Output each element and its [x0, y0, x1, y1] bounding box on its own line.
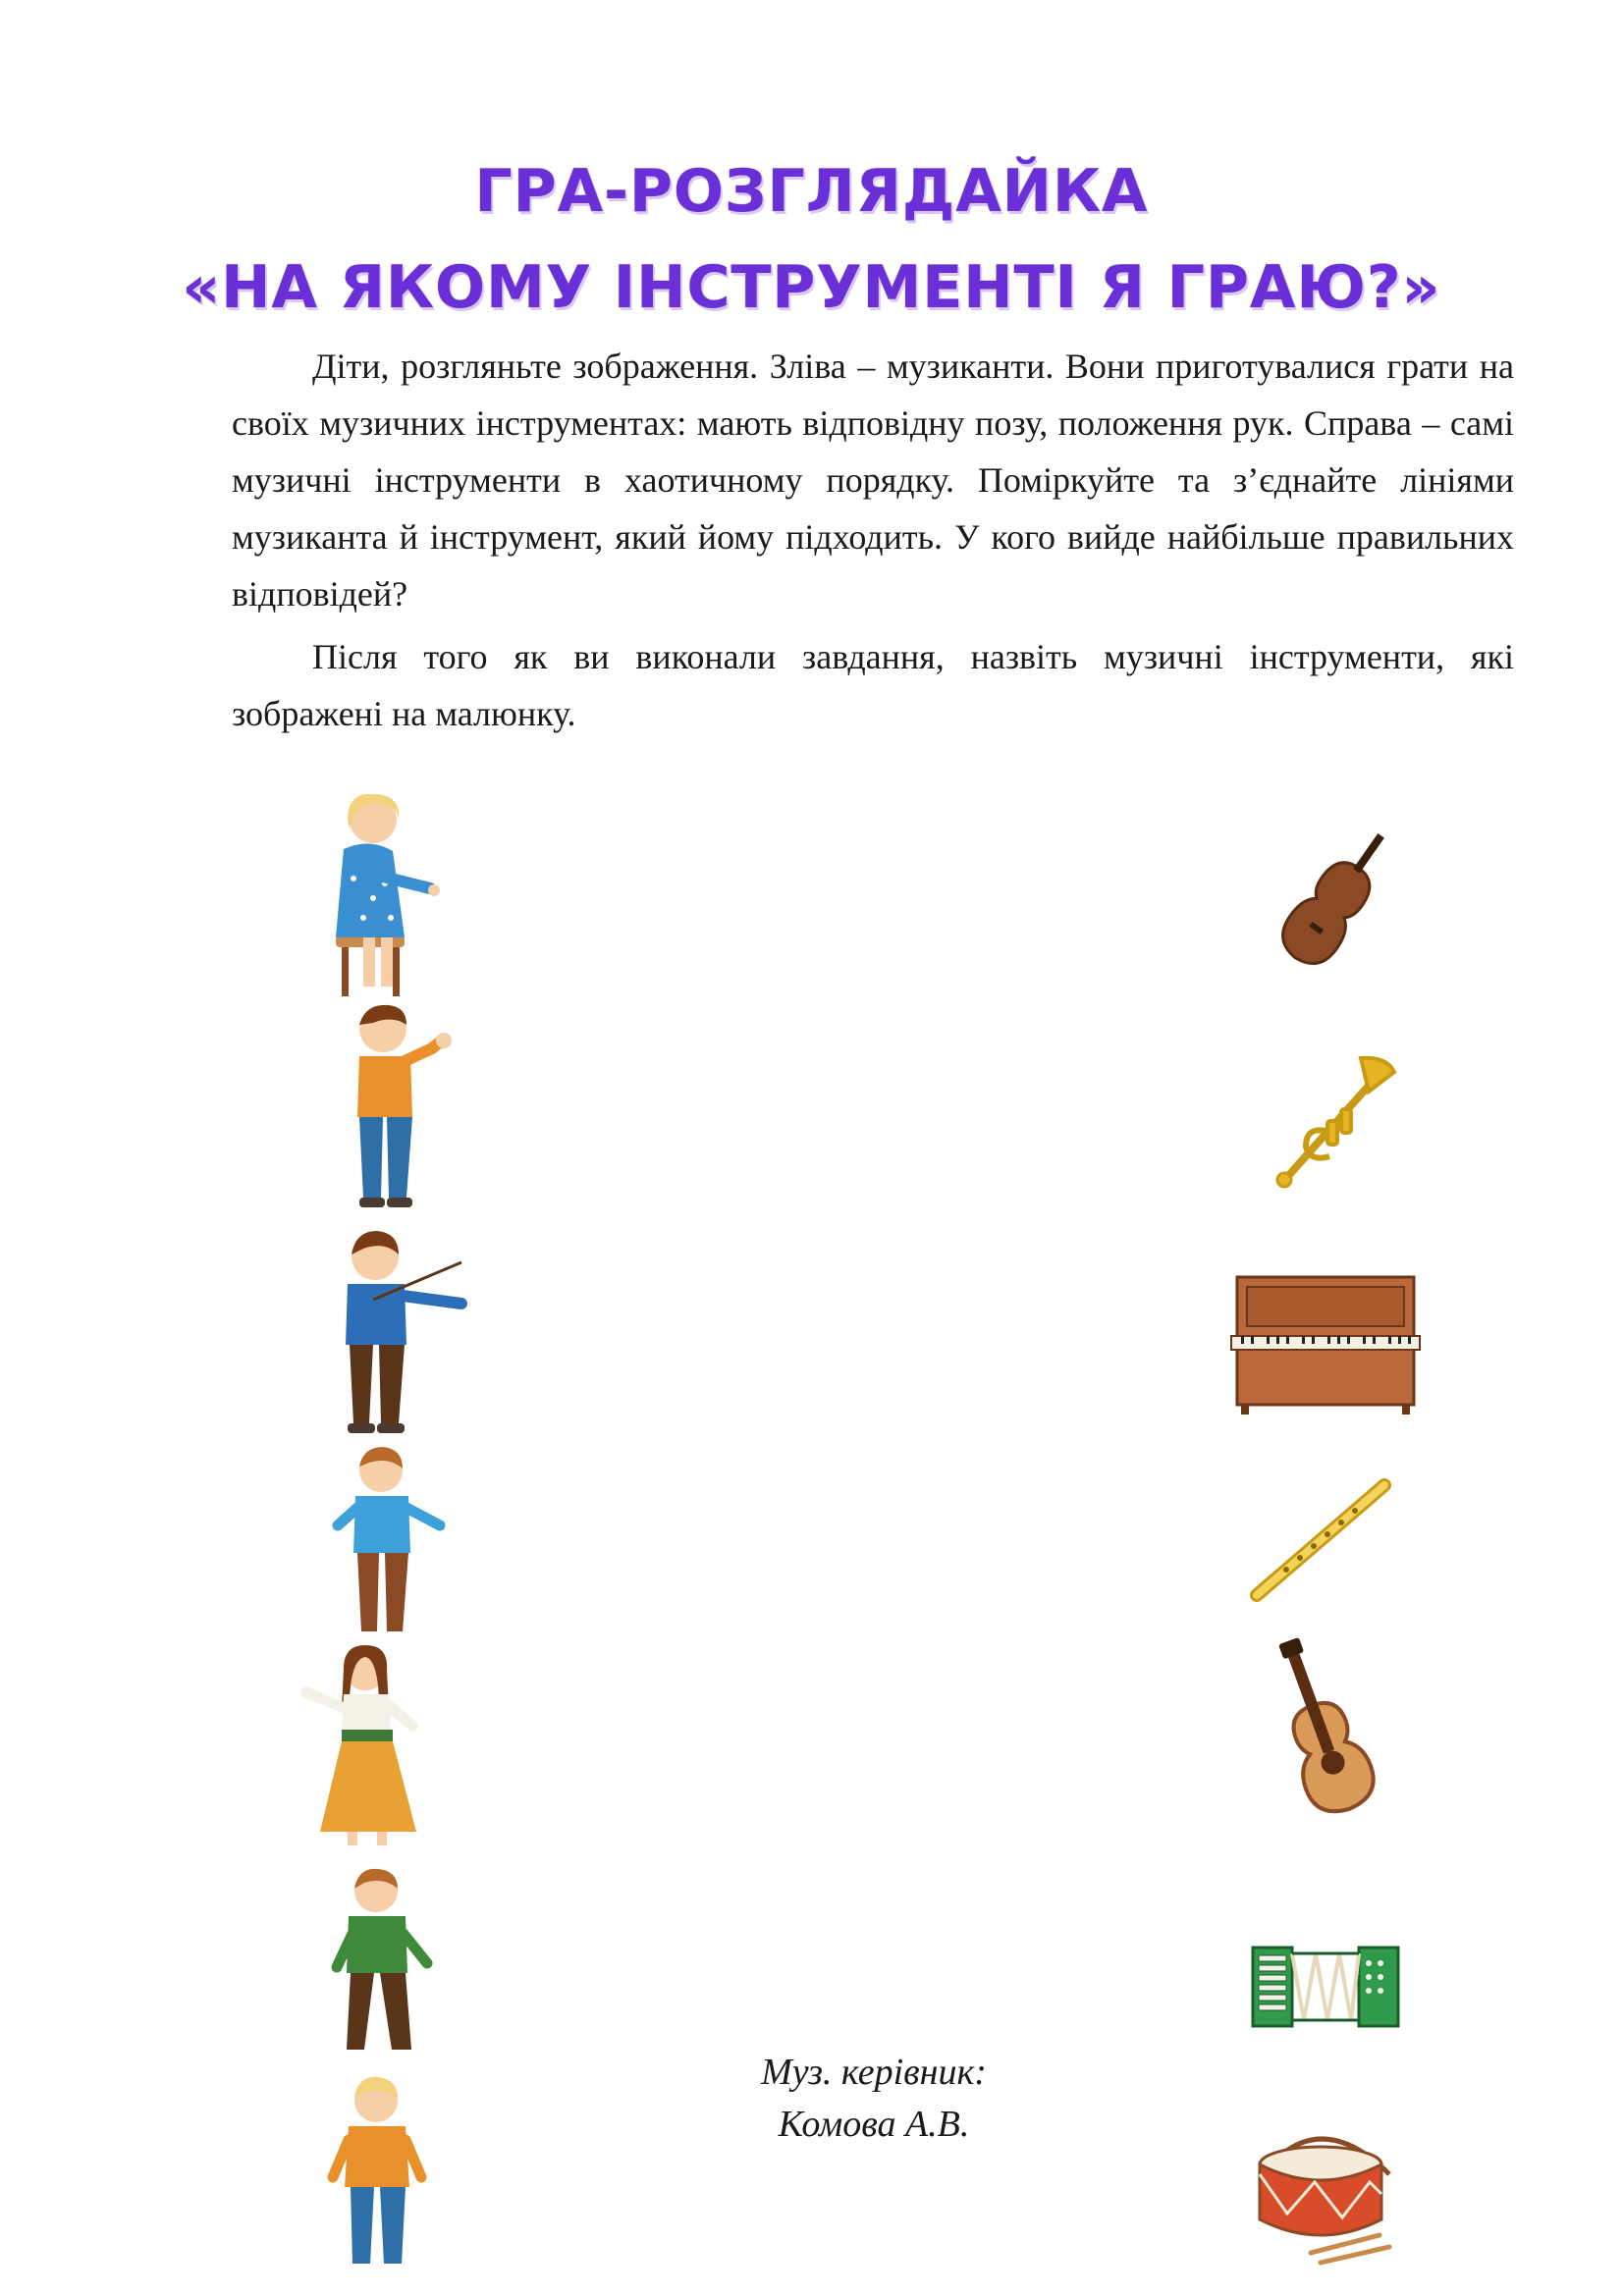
title-line-2: «НА ЯКОМУ ІНСТРУМЕНТІ Я ГРАЮ?» [182, 253, 1441, 322]
pianist-girl-icon[interactable] [314, 790, 452, 1001]
violinist-boy-icon[interactable] [314, 1227, 491, 1438]
signature-name: Комова А.В. [778, 2104, 970, 2145]
instructions-paragraph: Діти, розгляньте зображення. Зліва – музиканти. Вони приготувалися грати на своїх музичних інструментах: мають відповідну позу, положення рук. Справа – самі музичні інструменти в хаотичному порядку. Поміркуйте та з’єднайте лініями музиканта й інструмент, який йому підходить. У кого вийде найбільше правильних відповідей? [232, 347, 1514, 614]
title-line-1: ГРА-РОЗГЛЯДАЙКА [474, 157, 1149, 226]
flutist-boy-icon[interactable] [324, 1443, 461, 1639]
violin-icon[interactable] [1267, 820, 1394, 991]
guitarist-girl-icon[interactable] [295, 1639, 452, 1850]
guitar-icon[interactable] [1252, 1634, 1399, 1821]
task-paragraph: Після того як ви виконали завдання, назвіть музичні інструменти, які зображені на малюнку. [232, 637, 1514, 733]
trumpet-icon[interactable] [1267, 1048, 1404, 1196]
drum-icon[interactable] [1242, 2125, 1409, 2272]
accordionist-boy-icon[interactable] [319, 1865, 457, 2061]
signature-role: Муз. керівник: [761, 2052, 987, 2093]
accordion-icon[interactable] [1247, 1934, 1404, 2042]
drummer-boy-icon[interactable] [319, 2071, 457, 2268]
piano-icon[interactable] [1227, 1271, 1424, 1418]
flute-icon[interactable] [1237, 1477, 1394, 1605]
trumpeter-boy-icon[interactable] [334, 1001, 471, 1212]
